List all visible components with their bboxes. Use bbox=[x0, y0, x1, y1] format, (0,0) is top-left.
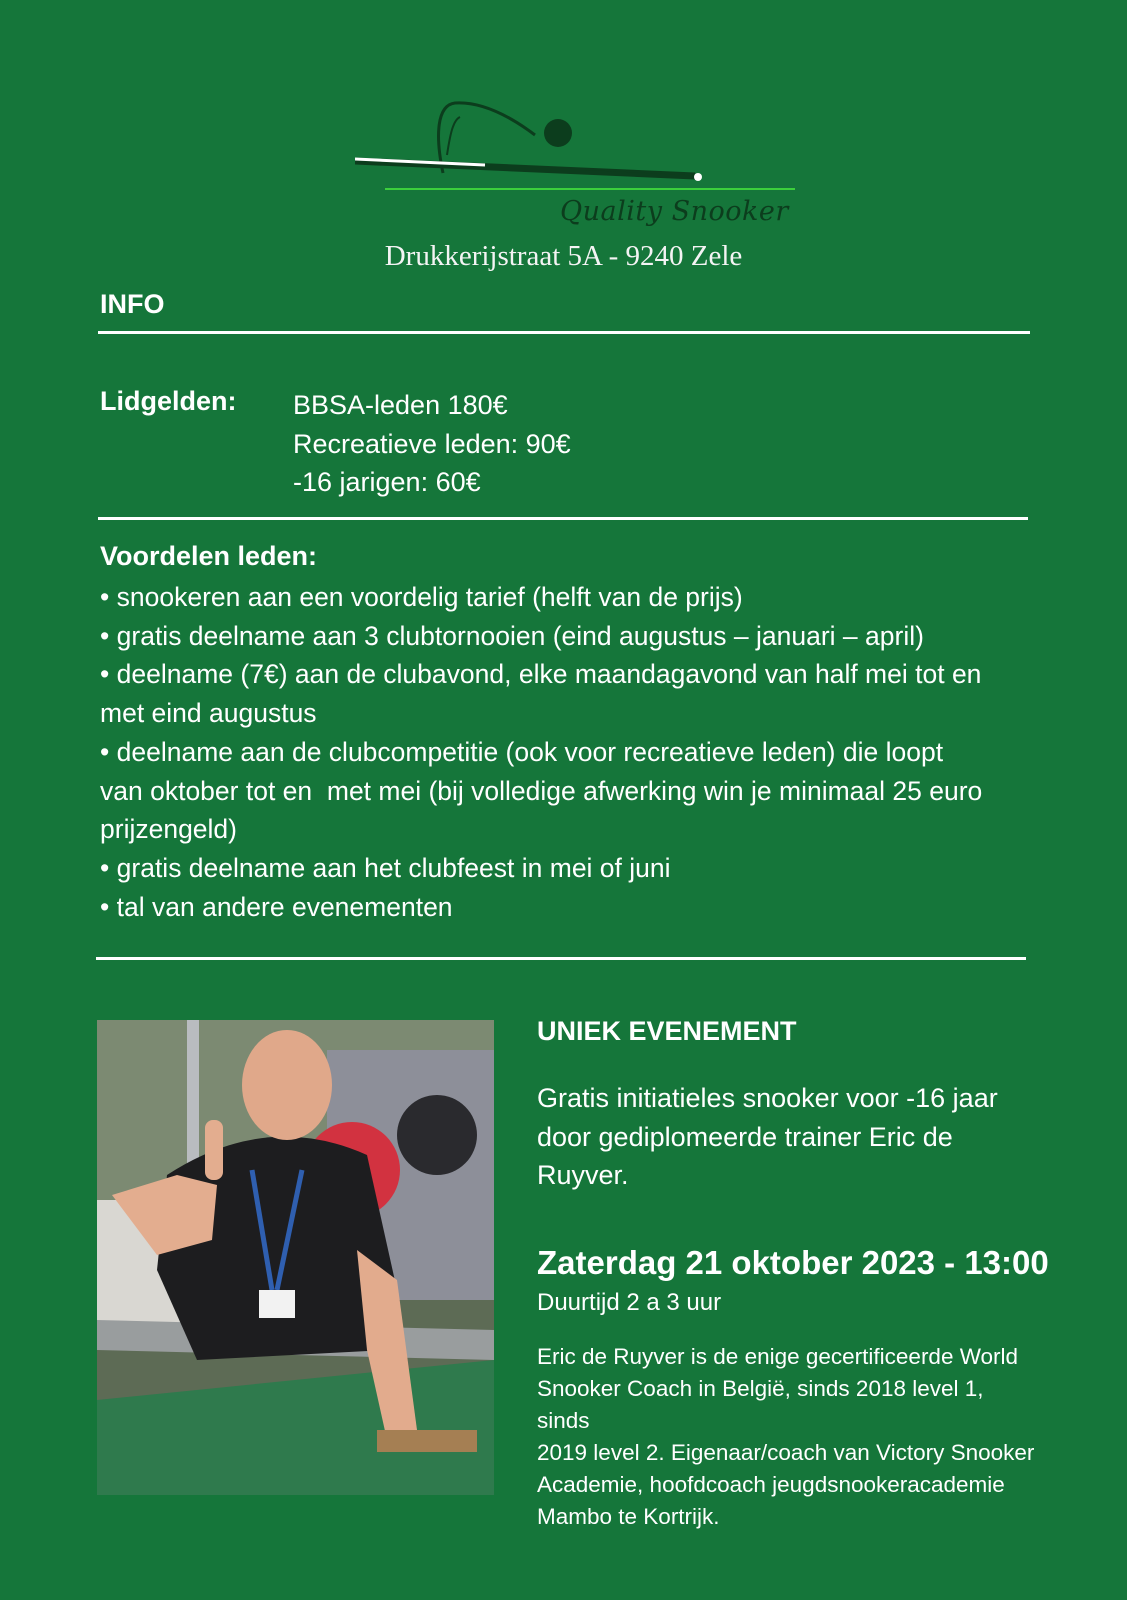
event-description bbox=[537, 1079, 1017, 1195]
fee-item: Recreatieve leden: 90€ bbox=[293, 428, 571, 459]
text-line: Ruyver. bbox=[537, 1160, 629, 1190]
text-line: Mambo te Kortrijk. bbox=[537, 1504, 720, 1529]
list-item: • tal van andere evenementen bbox=[100, 891, 453, 922]
info-heading: INFO bbox=[100, 289, 165, 319]
event-date: Zaterdag 21 oktober 2023 - 13:00 bbox=[537, 1244, 1049, 1281]
list-item: prijzengeld) bbox=[100, 814, 237, 845]
list-item: • gratis deelname aan het clubfeest in mei of juni bbox=[100, 852, 671, 883]
text-line: Snooker Coach in België, sinds 2018 level 1, sinds bbox=[537, 1376, 984, 1433]
fee-item: BBSA-leden 180€ bbox=[293, 390, 508, 420]
coach-bio bbox=[537, 1341, 1042, 1533]
text-line: Academie, hoofdcoach jeugdsnookeracademie bbox=[537, 1472, 1005, 1497]
fees-label: Lidgelden: bbox=[100, 386, 237, 416]
list-item: • deelname (7€) aan de clubavond, elke maandagavond van half mei tot en bbox=[100, 659, 982, 690]
divider bbox=[98, 517, 1028, 520]
list-item: • gratis deelname aan 3 clubtornooien (eind augustus – januari – april) bbox=[100, 620, 924, 651]
list-item: van oktober tot en met mei (bij volledige afwerking win je minimaal 25 euro bbox=[100, 775, 983, 806]
address: Drukkerijstraat 5A - 9240 Zele bbox=[384, 240, 743, 272]
text-line: 2019 level 2. Eigenaar/coach van Victory Snooker bbox=[537, 1440, 1035, 1465]
advantages-list bbox=[100, 578, 1000, 926]
divider bbox=[96, 957, 1026, 960]
advantages-heading: Voordelen leden: bbox=[100, 541, 318, 571]
text-line: Eric de Ruyver is de enige gecertificeerde World bbox=[537, 1344, 1019, 1369]
fees-list bbox=[293, 386, 571, 502]
event-heading: UNIEK EVENEMENT bbox=[537, 1016, 797, 1046]
text-line: Gratis initiatieles snooker voor -16 jaar bbox=[537, 1083, 998, 1113]
list-item: met eind augustus bbox=[100, 698, 317, 729]
list-item: • snookeren aan een voordelig tarief (helft van de prijs) bbox=[100, 582, 743, 612]
fee-item: -16 jarigen: 60€ bbox=[293, 467, 481, 497]
brand-name: Quality Snooker bbox=[560, 196, 789, 227]
text-line: door gediplomeerde trainer Eric de bbox=[537, 1121, 953, 1152]
event-duration: Duurtijd 2 a 3 uur bbox=[537, 1289, 722, 1316]
divider bbox=[98, 331, 1030, 334]
list-item: • deelname aan de clubcompetitie (ook voor recreatieve leden) die loopt bbox=[100, 736, 944, 767]
coach-photo bbox=[97, 1020, 494, 1495]
